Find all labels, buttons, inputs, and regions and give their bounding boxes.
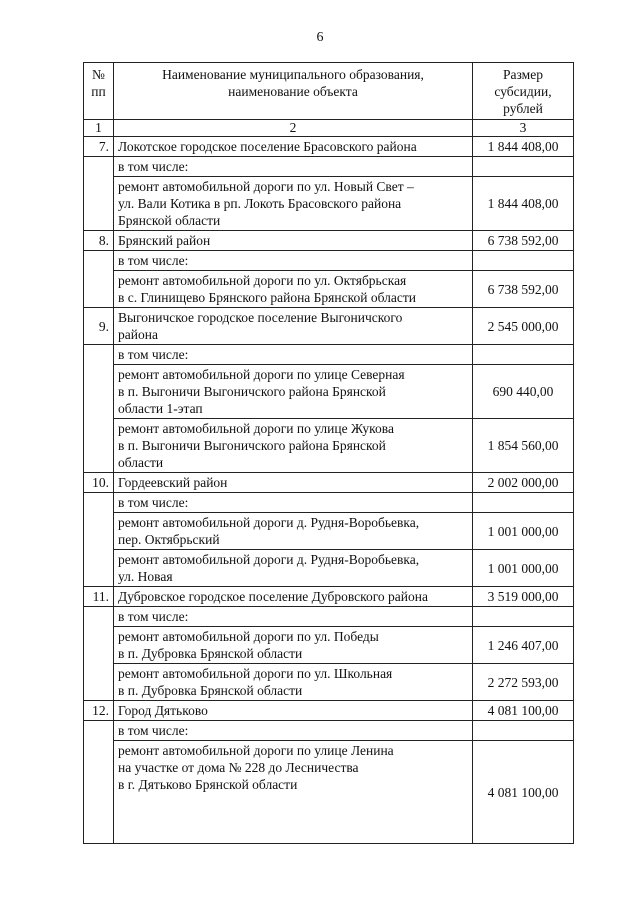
municipality-name: Брянский район bbox=[114, 231, 473, 251]
municipality-name: Гордеевский район bbox=[114, 473, 473, 493]
table-row-item bbox=[84, 550, 574, 587]
table-row-item bbox=[84, 271, 574, 308]
municipality-amount: 1 844 408,00 bbox=[473, 137, 574, 157]
table-row-group bbox=[84, 587, 574, 607]
blank-number-cell bbox=[84, 251, 114, 308]
page-number: 6 bbox=[316, 30, 324, 45]
object-amount: 1 001 000,00 bbox=[473, 550, 574, 587]
table-header-row bbox=[84, 63, 574, 120]
including-label: в том числе: bbox=[114, 493, 473, 513]
blank-amount-cell bbox=[473, 721, 574, 741]
object-amount: 4 081 100,00 bbox=[473, 741, 574, 844]
municipality-amount: 2 002 000,00 bbox=[473, 473, 574, 493]
including-label: в том числе: bbox=[114, 607, 473, 627]
blank-amount-cell bbox=[473, 251, 574, 271]
municipality-name: Город Дятьково bbox=[114, 701, 473, 721]
table-row-item bbox=[84, 177, 574, 231]
table-row-group bbox=[84, 308, 574, 345]
table-row-group bbox=[84, 473, 574, 493]
object-name: ремонт автомобильной дороги по улице Ленина на участке от дома № 228 до Лесничества в г. Дятьково Брянской области bbox=[114, 741, 473, 844]
municipality-amount: 4 081 100,00 bbox=[473, 701, 574, 721]
table-row-including bbox=[84, 157, 574, 177]
header-amount-label: Размер субсидии, рублей bbox=[494, 67, 552, 116]
blank-number-cell bbox=[84, 157, 114, 231]
blank-number-cell bbox=[84, 607, 114, 701]
object-amount: 6 738 592,00 bbox=[473, 271, 574, 308]
object-name: ремонт автомобильной дороги по улице Северная в п. Выгоничи Выгоничского района Брянской области 1-этап bbox=[114, 365, 473, 419]
header-amount bbox=[473, 63, 574, 120]
municipality-amount: 3 519 000,00 bbox=[473, 587, 574, 607]
row-number: 11. bbox=[84, 587, 114, 607]
blank-number-cell bbox=[84, 345, 114, 473]
table-row-including bbox=[84, 345, 574, 365]
colnum-1: 1 bbox=[84, 120, 114, 137]
table-row-group bbox=[84, 137, 574, 157]
municipality-amount: 6 738 592,00 bbox=[473, 231, 574, 251]
including-label: в том числе: bbox=[114, 157, 473, 177]
row-number: 9. bbox=[84, 308, 114, 345]
header-name-label: Наименование муниципального образования, наименование объекта bbox=[162, 67, 424, 99]
object-name: ремонт автомобильной дороги по ул. Школьная в п. Дубровка Брянской области bbox=[114, 664, 473, 701]
blank-amount-cell bbox=[473, 607, 574, 627]
object-name: ремонт автомобильной дороги д. Рудня-Воробьевка, ул. Новая bbox=[114, 550, 473, 587]
header-num-label: № пп bbox=[91, 67, 106, 99]
object-name: ремонт автомобильной дороги по ул. Победы в п. Дубровка Брянской области bbox=[114, 627, 473, 664]
municipality-name: Выгоничское городское поселение Выгоничского района bbox=[114, 308, 473, 345]
row-number: 7. bbox=[84, 137, 114, 157]
table-row-item bbox=[84, 419, 574, 473]
table-row-item bbox=[84, 627, 574, 664]
blank-number-cell bbox=[84, 493, 114, 587]
subsidy-table bbox=[83, 62, 574, 844]
table-row-group bbox=[84, 701, 574, 721]
object-name: ремонт автомобильной дороги по ул. Новый Свет – ул. Вали Котика в рп. Локоть Брасовского района Брянской области bbox=[114, 177, 473, 231]
object-amount: 1 844 408,00 bbox=[473, 177, 574, 231]
colnum-3: 3 bbox=[473, 120, 574, 137]
colnum-2: 2 bbox=[114, 120, 473, 137]
table-row-including bbox=[84, 251, 574, 271]
municipality-amount: 2 545 000,00 bbox=[473, 308, 574, 345]
blank-amount-cell bbox=[473, 345, 574, 365]
municipality-name: Локотское городское поселение Брасовского района bbox=[114, 137, 473, 157]
object-amount: 1 246 407,00 bbox=[473, 627, 574, 664]
object-amount: 2 272 593,00 bbox=[473, 664, 574, 701]
table-row-item bbox=[84, 365, 574, 419]
object-amount: 1 854 560,00 bbox=[473, 419, 574, 473]
table-row-group bbox=[84, 231, 574, 251]
including-label: в том числе: bbox=[114, 251, 473, 271]
header-num bbox=[84, 63, 114, 120]
table-row-item bbox=[84, 664, 574, 701]
municipality-name: Дубровское городское поселение Дубровского района bbox=[114, 587, 473, 607]
blank-amount-cell bbox=[473, 493, 574, 513]
row-number: 10. bbox=[84, 473, 114, 493]
table-row-item bbox=[84, 513, 574, 550]
table-body bbox=[84, 137, 574, 844]
object-amount: 1 001 000,00 bbox=[473, 513, 574, 550]
table-row-including bbox=[84, 493, 574, 513]
object-name: ремонт автомобильной дороги по ул. Октябрьская в с. Глинищево Брянского района Брянской области bbox=[114, 271, 473, 308]
row-number: 12. bbox=[84, 701, 114, 721]
column-number-row bbox=[84, 120, 574, 137]
including-label: в том числе: bbox=[114, 721, 473, 741]
header-name bbox=[114, 63, 473, 120]
row-number: 8. bbox=[84, 231, 114, 251]
including-label: в том числе: bbox=[114, 345, 473, 365]
blank-number-cell bbox=[84, 721, 114, 844]
table-row-including bbox=[84, 721, 574, 741]
table-row-including bbox=[84, 607, 574, 627]
object-name: ремонт автомобильной дороги д. Рудня-Воробьевка, пер. Октябрьский bbox=[114, 513, 473, 550]
object-name: ремонт автомобильной дороги по улице Жукова в п. Выгоничи Выгоничского района Брянской области bbox=[114, 419, 473, 473]
blank-amount-cell bbox=[473, 157, 574, 177]
table-row-item bbox=[84, 741, 574, 844]
object-amount: 690 440,00 bbox=[473, 365, 574, 419]
